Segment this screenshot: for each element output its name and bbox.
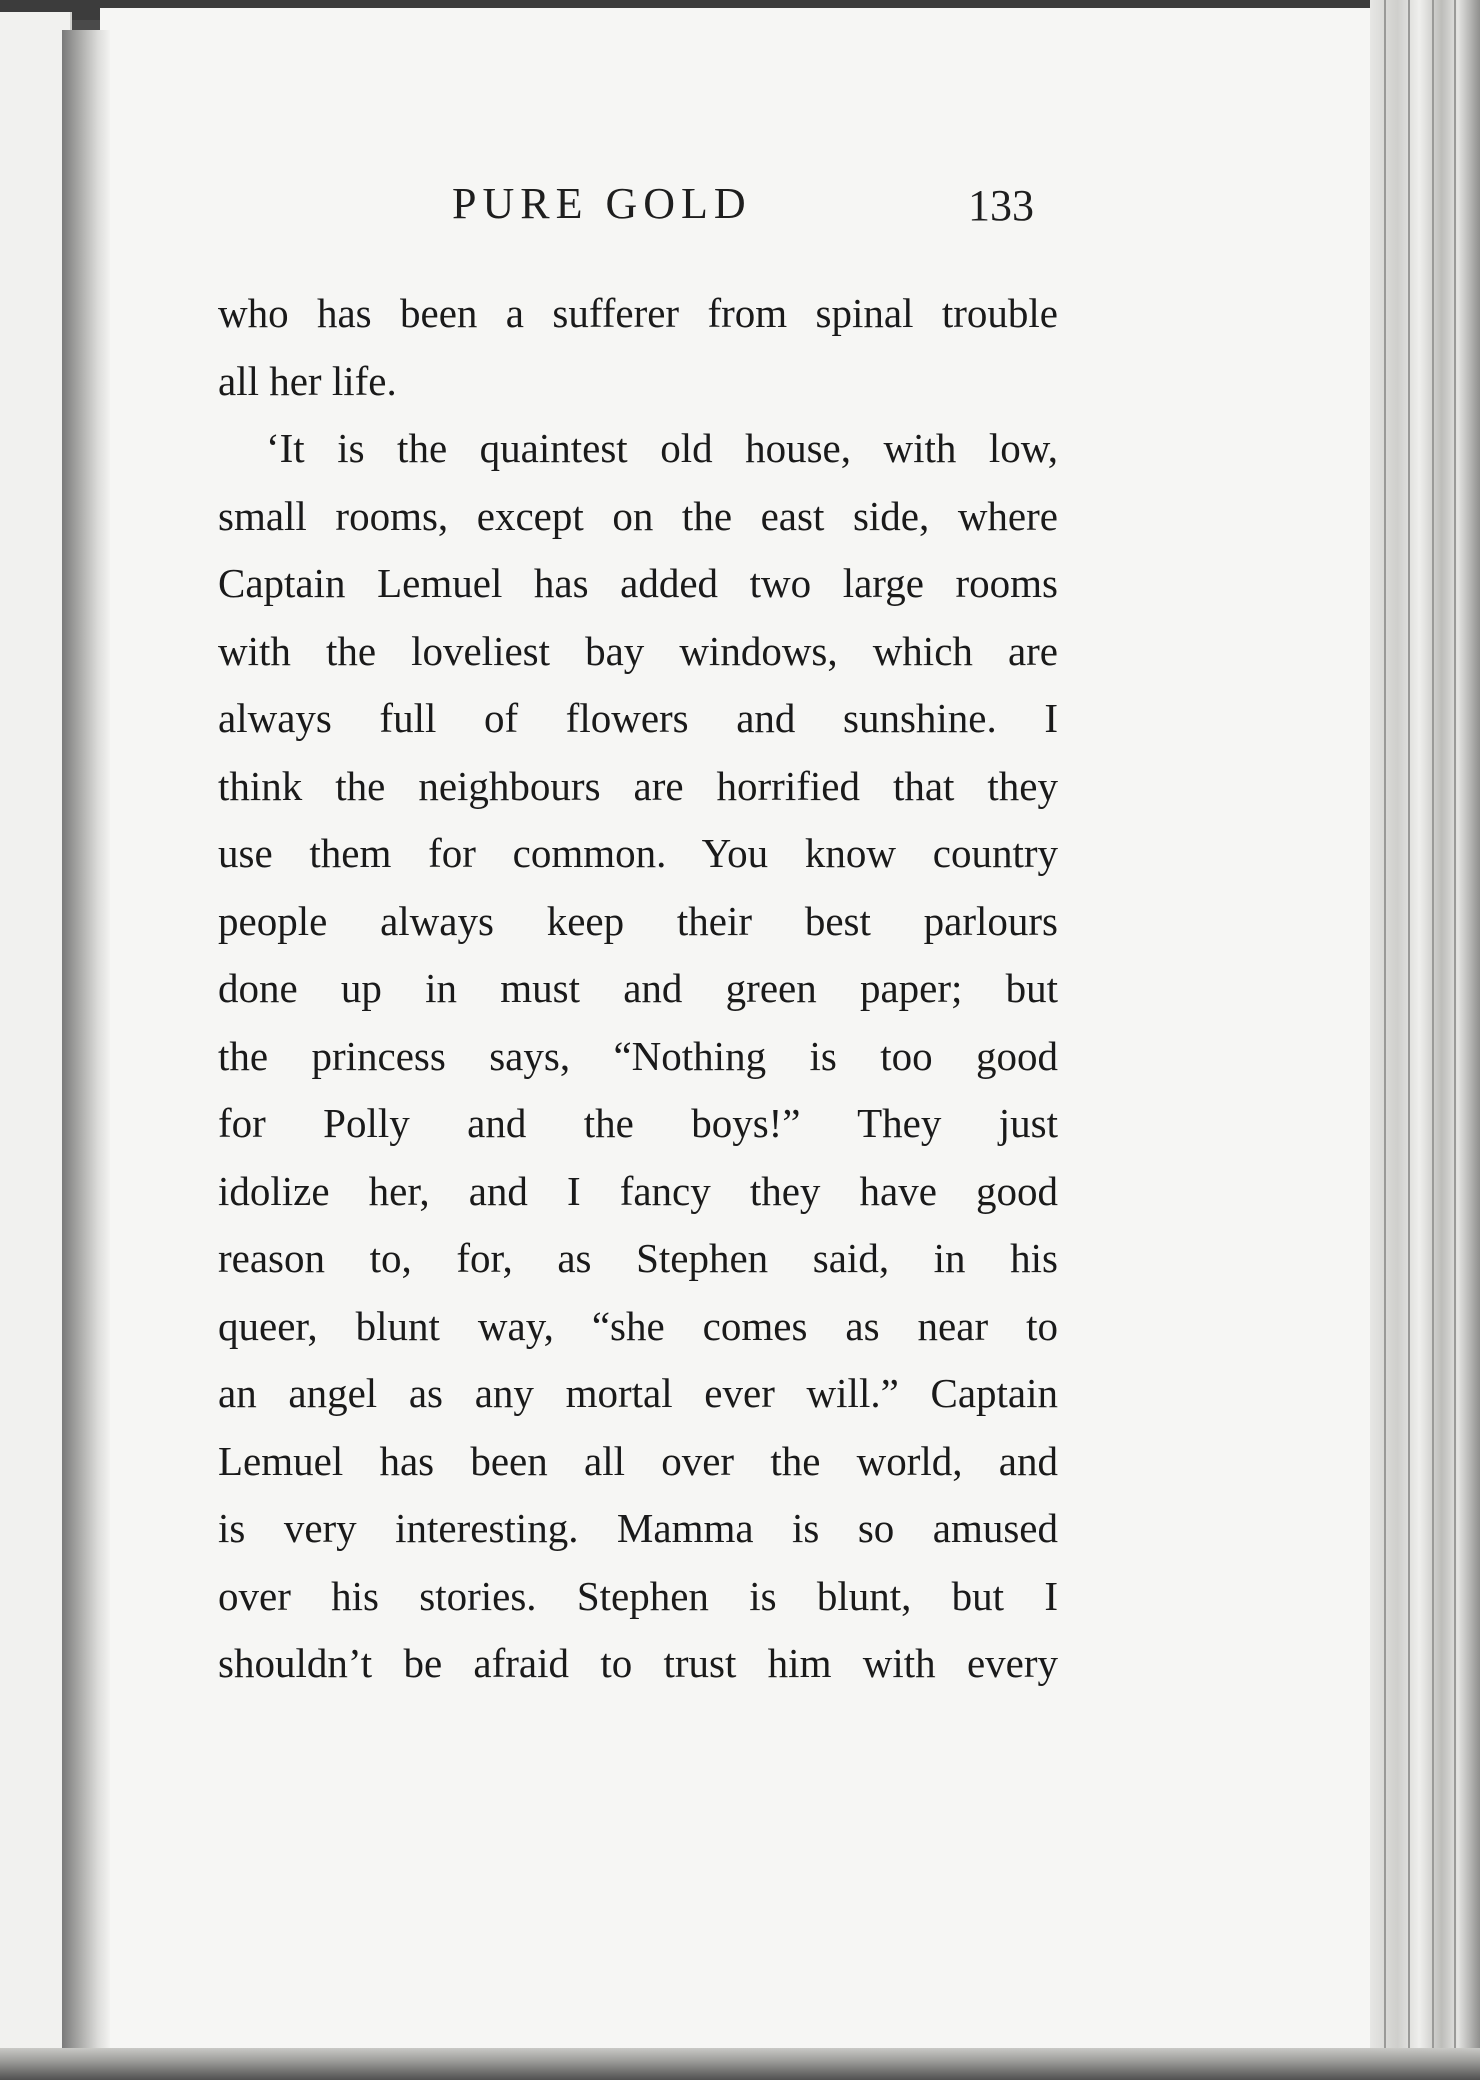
text-line: idolize her, and I fancy they have good	[218, 1167, 1058, 1214]
page-number: 133	[968, 181, 1034, 230]
text-line: think the neighbours are horrified that they	[218, 762, 1058, 809]
text-line: reason to, for, as Stephen said, in his	[218, 1235, 1058, 1281]
text-line: Captain Lemuel has added two large rooms	[218, 560, 1058, 606]
text-line: queer, blunt way, “she comes as near to	[218, 1302, 1058, 1349]
text-line: always full of flowers and sunshine. I	[218, 695, 1058, 741]
text-line: small rooms, except on the east side, where	[218, 492, 1058, 539]
text-line: who has been a sufferer from spinal trouble	[218, 290, 1058, 336]
page-stack-edge	[1370, 0, 1480, 2080]
text-line: for Polly and the boys!” They just	[218, 1100, 1058, 1146]
running-head: PURE GOLD	[452, 179, 752, 228]
text-line: use them for common. You know country	[218, 830, 1058, 876]
text-line: all her life.	[218, 357, 397, 404]
page-bottom-edge	[0, 2048, 1480, 2080]
text-line: people always keep their best parlours	[218, 897, 1058, 944]
page-gutter	[62, 30, 110, 2050]
text-line: shouldn’t be afraid to trust him with every	[218, 1640, 1058, 1686]
page-header	[452, 178, 1052, 238]
body-text	[218, 280, 1058, 1698]
text-line: the princess says, “Nothing is too good	[218, 1032, 1058, 1079]
text-line: over his stories. Stephen is blunt, but I	[218, 1572, 1058, 1619]
text-line: Lemuel has been all over the world, and	[218, 1437, 1058, 1484]
text-line: done up in must and green paper; but	[218, 965, 1058, 1011]
text-line: with the loveliest bay windows, which are	[218, 627, 1058, 674]
text-line: ‘It is the quaintest old house, with low,	[266, 425, 1058, 471]
text-line: is very interesting. Mamma is so amused	[218, 1505, 1058, 1551]
text-line: an angel as any mortal ever will.” Captain	[218, 1370, 1058, 1416]
